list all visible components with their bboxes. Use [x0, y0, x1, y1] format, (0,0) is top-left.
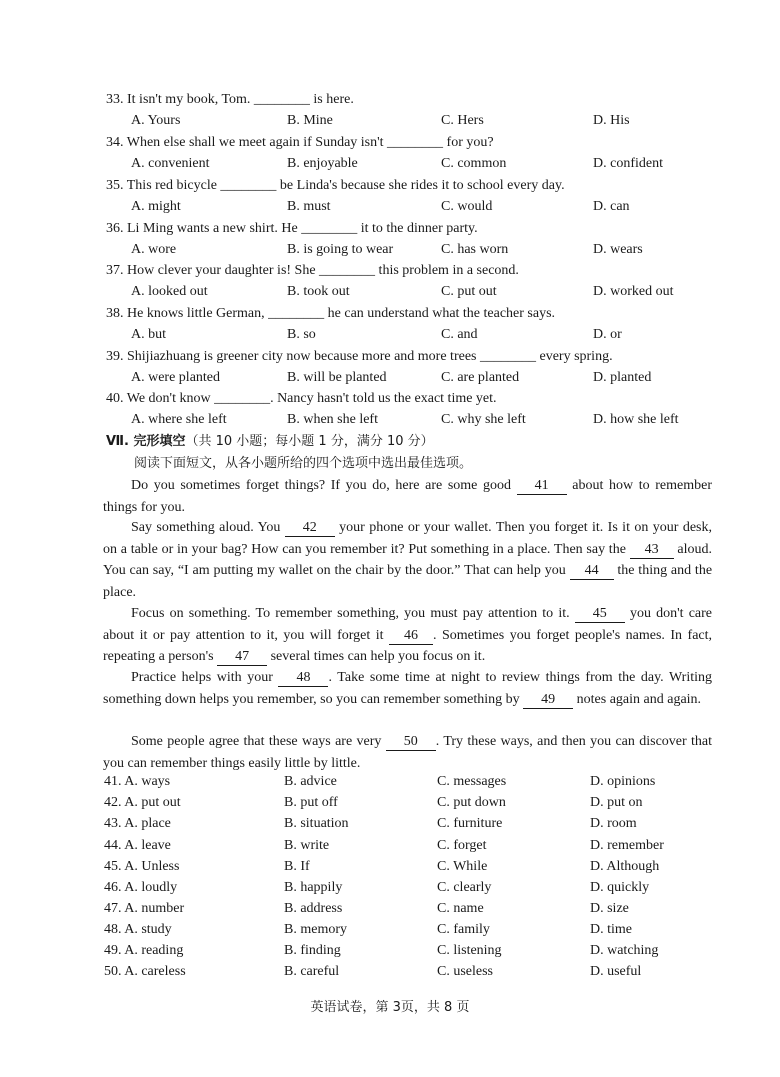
option-b: B. write [284, 838, 330, 853]
question-stem: 33. It isn't my book, Tom. ________ is here. [106, 92, 354, 107]
option-a: 49. A. reading [104, 943, 184, 958]
passage-paragraph-2 [103, 517, 712, 603]
option-a: 50. A. careless [104, 964, 186, 979]
question-stem: 37. How clever your daughter is! She ________ this problem in a second. [106, 263, 519, 278]
option-c: C. has worn [441, 242, 509, 257]
blank-50: 50 [386, 734, 436, 751]
option-b: B. If [284, 859, 310, 874]
options-33 [0, 110, 780, 131]
question-37 [0, 260, 780, 281]
option-d: D. opinions [590, 774, 656, 789]
cloze-options-48 [0, 919, 780, 940]
options-34 [0, 153, 780, 174]
option-b: B. careful [284, 964, 340, 979]
option-a: 48. A. study [104, 922, 172, 937]
option-b: B. advice [284, 774, 337, 789]
option-d: D. useful [590, 964, 642, 979]
option-c: C. listening [437, 943, 502, 958]
option-d: D. how she left [593, 412, 679, 427]
cloze-options-45 [0, 856, 780, 877]
option-d: D. worked out [593, 284, 674, 299]
section-title [106, 431, 434, 452]
text: Say something aloud. You [131, 520, 281, 535]
option-a: A. Yours [131, 113, 181, 128]
passage-paragraph-5 [103, 731, 712, 774]
option-d: D. can [593, 199, 630, 214]
option-a: 41. A. ways [104, 774, 171, 789]
text: your phone or your wallet. Then you forget it. Is it on your desk, on a table or in your bag? How can you remember it? Put something in a place. Then say the [103, 520, 713, 557]
option-d: D. watching [590, 943, 659, 958]
option-a: 44. A. leave [104, 838, 171, 853]
cloze-options-42 [0, 792, 780, 813]
option-b: B. happily [284, 880, 343, 895]
option-b: B. address [284, 901, 343, 916]
cloze-options-47 [0, 898, 780, 919]
blank-43: 43 [630, 542, 674, 559]
option-a: A. might [131, 199, 181, 214]
option-a: A. where she left [131, 412, 227, 427]
text: Practice helps with your [131, 670, 273, 685]
blank-47: 47 [217, 649, 267, 666]
option-c: C. forget [437, 838, 487, 853]
option-c: C. put down [437, 795, 506, 810]
option-a: A. looked out [131, 284, 208, 299]
question-40 [0, 388, 780, 409]
option-c: C. clearly [437, 880, 492, 895]
option-b: B. must [287, 199, 331, 214]
option-d: D. planted [593, 370, 652, 385]
text: Some people agree that these ways are very [131, 734, 382, 749]
option-d: D. room [590, 816, 637, 831]
options-36 [0, 239, 780, 260]
question-35 [0, 175, 780, 196]
option-c: C. are planted [441, 370, 520, 385]
blank-45: 45 [575, 606, 625, 623]
question-stem: 35. This red bicycle ________ be Linda's because she rides it to school every day. [106, 178, 565, 193]
option-d: D. or [593, 327, 622, 342]
cloze-options-50 [0, 961, 780, 982]
blank-49: 49 [523, 692, 573, 709]
cloze-options-41 [0, 771, 780, 792]
option-a: 45. A. Unless [104, 859, 180, 874]
cloze-options-46 [0, 877, 780, 898]
question-39 [0, 346, 780, 367]
option-c: C. name [437, 901, 484, 916]
option-b: B. when she left [287, 412, 378, 427]
option-b: B. Mine [287, 113, 333, 128]
option-b: B. is going to wear [287, 242, 394, 257]
question-stem: 34. When else shall we meet again if Sunday isn't ________ for you? [106, 135, 494, 150]
options-40 [0, 409, 780, 430]
question-33 [0, 89, 780, 110]
option-a: A. convenient [131, 156, 210, 171]
option-b: B. memory [284, 922, 347, 937]
option-d: D. put on [590, 795, 643, 810]
option-d: D. time [590, 922, 632, 937]
text: Do you sometimes forget things? If you do, here are some good [131, 478, 512, 493]
options-37 [0, 281, 780, 302]
option-c: C. put out [441, 284, 497, 299]
cloze-options-49 [0, 940, 780, 961]
question-stem: 36. Li Ming wants a new shirt. He ________ it to the dinner party. [106, 221, 478, 236]
option-d: D. quickly [590, 880, 650, 895]
option-c: C. Hers [441, 113, 484, 128]
question-36 [0, 218, 780, 239]
text: notes again and again. [576, 691, 702, 707]
text: . Try these ways, and then you can discover that you can remember things easily little by little. [103, 734, 712, 771]
text: about how to remember things for you. [103, 478, 712, 515]
text: Focus on something. To remember something, you must pay attention to it. [131, 606, 570, 621]
blank-41: 41 [517, 478, 567, 495]
option-b: B. situation [284, 816, 349, 831]
passage-paragraph-4 [103, 667, 712, 710]
text: the thing and the place. [103, 563, 713, 600]
option-b: B. enjoyable [287, 156, 358, 171]
page-footer: 英语试卷，第 3页，共 8 页 [310, 1000, 470, 1015]
option-a: 47. A. number [104, 901, 185, 916]
option-a: 43. A. place [104, 816, 171, 831]
options-39 [0, 367, 780, 388]
blank-46: 46 [389, 628, 433, 645]
option-c: C. would [441, 199, 493, 214]
text: . Sometimes you forget people's names. In fact, repeating a person's [103, 627, 713, 664]
option-c: C. While [437, 859, 488, 874]
option-b: B. took out [287, 284, 350, 299]
option-c: C. why she left [441, 412, 526, 427]
question-stem: 38. He knows little German, ________ he can understand what the teacher says. [106, 306, 556, 321]
section-instruction-line [0, 453, 780, 474]
question-stem: 39. Shijiazhuang is greener city now because more and more trees ________ every spring. [106, 349, 613, 364]
option-a: A. were planted [131, 370, 221, 385]
options-35 [0, 196, 780, 217]
passage-paragraph-1 [103, 475, 712, 518]
question-38 [0, 303, 780, 324]
option-d: D. His [593, 113, 630, 128]
passage-paragraph-3 [103, 603, 712, 668]
option-a: 46. A. loudly [104, 880, 178, 895]
option-c: C. family [437, 922, 490, 937]
section-subtitle: （共 10 小题；每小题 1 分，满分 10 分） [185, 434, 434, 449]
option-a: A. but [131, 327, 166, 342]
option-d: D. wears [593, 242, 643, 257]
option-c: C. and [441, 327, 478, 342]
cloze-options-44 [0, 835, 780, 856]
option-d: D. Although [590, 859, 660, 874]
blank-48: 48 [278, 670, 328, 687]
cloze-options-43 [0, 813, 780, 834]
text: several times can help you focus on it. [270, 649, 486, 664]
blank-42: 42 [285, 520, 335, 537]
option-d: D. size [590, 901, 629, 916]
section-instruction: 阅读下面短文，从各小题所给的四个选项中选出最佳选项。 [134, 456, 473, 471]
option-c: C. messages [437, 774, 507, 789]
question-34 [0, 132, 780, 153]
option-a: A. wore [131, 242, 177, 257]
option-b: B. finding [284, 943, 341, 958]
blank-44: 44 [570, 563, 614, 580]
option-d: D. remember [590, 838, 664, 853]
text: you don't care about it or pay attention to it, you will forget it [103, 606, 713, 643]
text: aloud. You can say, “I am putting my wallet on the chair by the door.” That can help you [103, 541, 713, 578]
text: . Take some time at night to review things from the day. Writing something down helps you remember, so you can remember something by [103, 670, 712, 707]
option-b: B. will be planted [287, 370, 387, 385]
question-stem: 40. We don't know ________. Nancy hasn't told us the exact time yet. [106, 391, 497, 406]
option-d: D. confident [593, 156, 663, 171]
option-b: B. so [287, 327, 316, 342]
options-38 [0, 324, 780, 345]
option-c: C. furniture [437, 816, 503, 831]
option-c: C. useless [437, 964, 493, 979]
option-a: 42. A. put out [104, 795, 181, 810]
section-title-text: Ⅶ. 完形填空 [106, 434, 186, 449]
option-c: C. common [441, 156, 507, 171]
section-heading [0, 431, 780, 452]
option-b: B. put off [284, 795, 338, 810]
